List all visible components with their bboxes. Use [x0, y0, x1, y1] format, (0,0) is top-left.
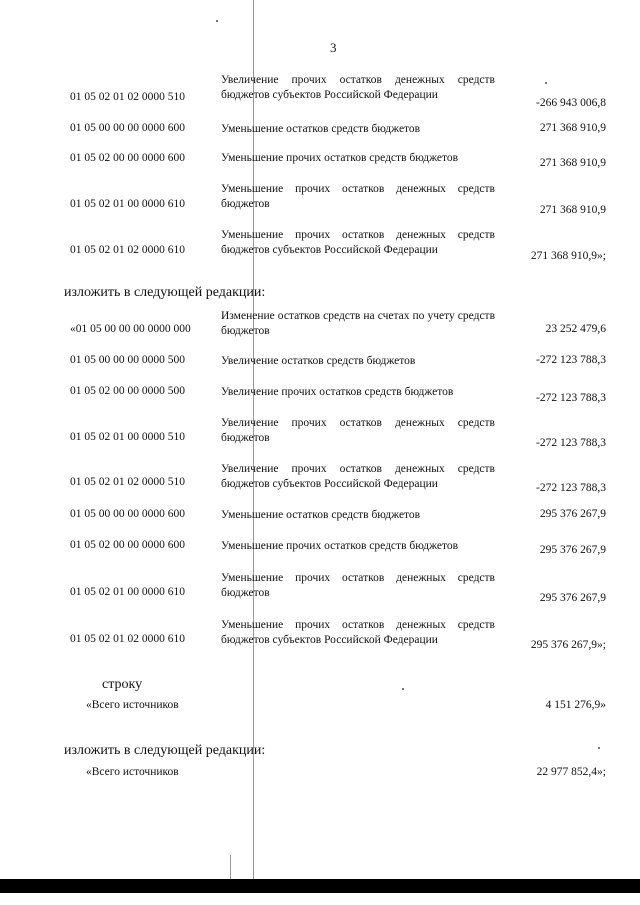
- row-amount: 271 368 910,9: [539, 204, 606, 216]
- row-description: Уменьшение прочих остатков средств бюджетов: [221, 152, 459, 164]
- row-amount: 295 376 267,9»;: [530, 639, 606, 651]
- row-description: Увеличение прочих остатков денежных средств бюджетов субъектов Российской Федерации: [221, 74, 495, 101]
- stroke-label: строку: [102, 677, 143, 692]
- row-code: 01 05 00 00 00 0000 600: [70, 508, 185, 520]
- row-amount: 271 368 910,9»;: [530, 250, 606, 262]
- row-code: 01 05 02 01 00 0000 510: [70, 431, 185, 443]
- row-description: Изменение остатков средств на счетах по учету средств бюджетов: [221, 310, 495, 337]
- row-code: 01 05 02 01 00 0000 610: [70, 586, 185, 598]
- row-amount: 271 368 910,9: [539, 122, 606, 134]
- row-amount: 295 376 267,9: [539, 508, 606, 520]
- row-code: 01 05 00 00 00 0000 600: [70, 122, 185, 134]
- table-row: [0, 180, 640, 220]
- table-row: [0, 570, 640, 610]
- row-code: 01 05 02 00 00 0000 500: [70, 385, 185, 397]
- row-description: Уменьшение остатков средств бюджетов: [221, 509, 421, 521]
- row-description: Увеличение остатков средств бюджетов: [221, 355, 416, 367]
- total-label: «Всего источников: [86, 699, 179, 711]
- total-row-new: [0, 766, 640, 806]
- row-description: Уменьшение остатков средств бюджетов: [221, 123, 421, 135]
- row-amount: -272 123 788,3: [536, 354, 606, 366]
- row-amount: 295 376 267,9: [539, 544, 606, 556]
- section-heading: изложить в следующей редакции:: [64, 743, 266, 758]
- table-row: [0, 72, 640, 112]
- row-code: 01 05 00 00 00 0000 500: [70, 354, 185, 366]
- total-row-old: [0, 699, 640, 739]
- table-row: [0, 414, 640, 454]
- section-heading: изложить в следующей редакции:: [64, 285, 266, 300]
- scan-speck: [216, 20, 218, 22]
- table-row: [0, 617, 640, 657]
- row-amount: -272 123 788,3: [536, 392, 606, 404]
- table-row: [0, 461, 640, 501]
- row-amount: 295 376 267,9: [539, 592, 606, 604]
- scan-fold-line: [230, 855, 231, 879]
- row-amount: -272 123 788,3: [536, 482, 606, 494]
- row-code: 01 05 02 00 00 0000 600: [70, 152, 185, 164]
- row-description: Уменьшение прочих остатков денежных средств бюджетов субъектов Российской Федерации: [221, 229, 495, 256]
- row-code: «01 05 00 00 00 0000 000: [70, 323, 191, 335]
- row-description: Увеличение прочих остатков средств бюджетов: [221, 386, 454, 398]
- row-code: 01 05 02 01 02 0000 610: [70, 633, 185, 645]
- scan-edge-bar: [0, 879, 640, 893]
- scan-speck: [402, 688, 404, 690]
- row-amount: 271 368 910,9: [539, 157, 606, 169]
- total-label: «Всего источников: [86, 766, 179, 778]
- table-row: [0, 227, 640, 267]
- row-amount: -266 943 006,8: [536, 97, 606, 109]
- row-code: 01 05 02 01 00 0000 610: [70, 198, 185, 210]
- row-description: Увеличение прочих остатков денежных средств бюджетов: [221, 417, 495, 444]
- row-description: Уменьшение прочих остатков средств бюджетов: [221, 540, 459, 552]
- row-amount: -272 123 788,3: [536, 437, 606, 449]
- row-code: 01 05 02 01 02 0000 610: [70, 244, 185, 256]
- page-number: 3: [330, 40, 337, 55]
- total-amount: 22 977 852,4»;: [536, 766, 606, 778]
- row-code: 01 05 02 01 02 0000 510: [70, 476, 185, 488]
- row-description: Увеличение прочих остатков денежных средств бюджетов субъектов Российской Федерации: [221, 463, 495, 490]
- total-amount: 4 151 276,9»: [545, 699, 606, 711]
- row-amount: 23 252 479,6: [545, 323, 606, 335]
- row-code: 01 05 02 01 02 0000 510: [70, 91, 185, 103]
- scan-speck: [598, 747, 600, 749]
- row-code: 01 05 02 00 00 0000 600: [70, 539, 185, 551]
- table-row: [0, 308, 640, 348]
- row-description: Уменьшение прочих остатков денежных средств бюджетов субъектов Российской Федерации: [221, 619, 495, 646]
- row-description: Уменьшение прочих остатков денежных средств бюджетов: [221, 572, 495, 599]
- row-description: Уменьшение прочих остатков денежных средств бюджетов: [221, 183, 495, 210]
